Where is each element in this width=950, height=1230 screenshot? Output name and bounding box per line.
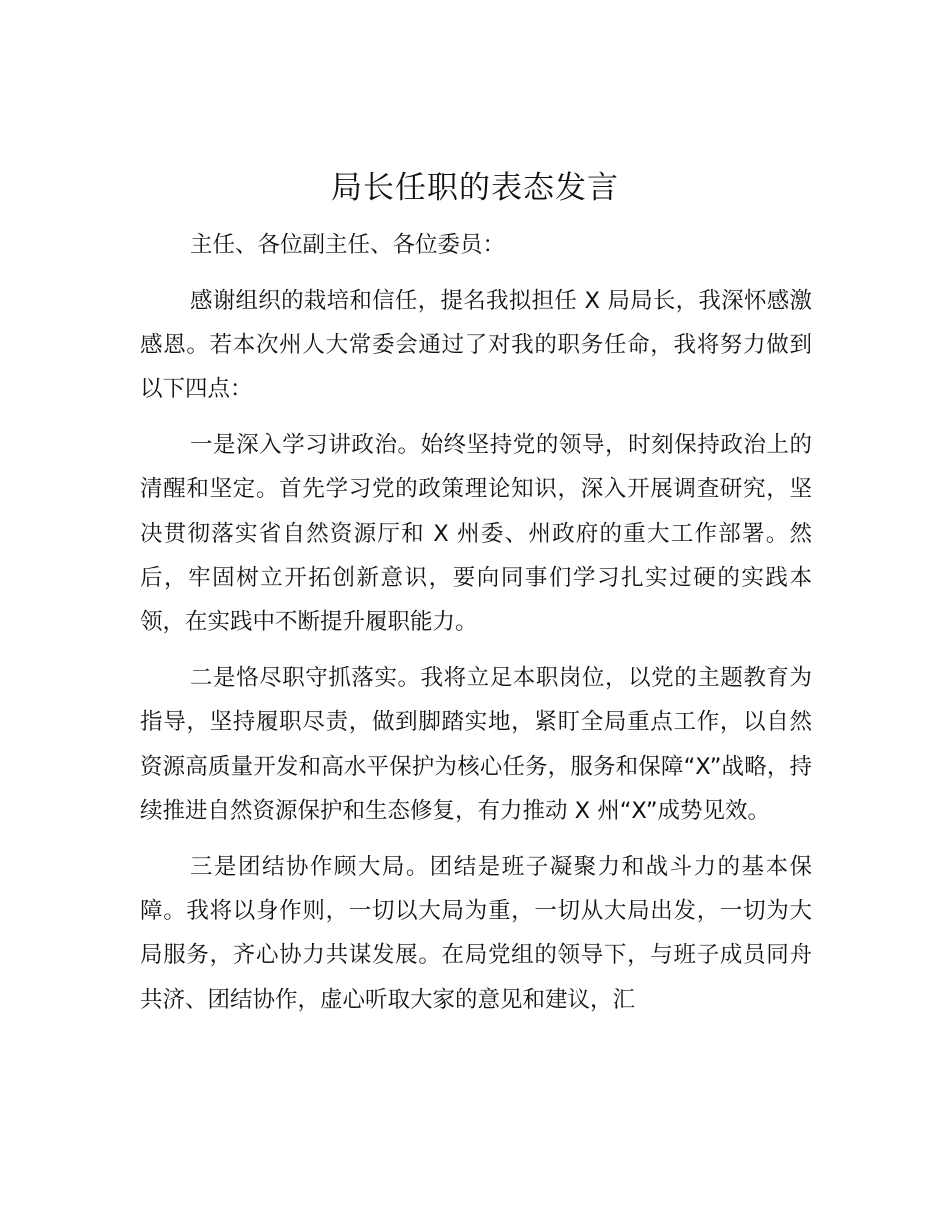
document-title: 局长任职的表态发言 (331, 170, 619, 206)
document-body (140, 223, 812, 1022)
paragraph-point-three: 三是团结协作顾大局。团结是班子凝聚力和战斗力的基本保障。我将以身作则，一切以大局为重，一切从大局出发，一切为大局服务，齐心协力共谋发展。在局党组的领导下，与班子成员同舟共济、团结协作，虚心听取大家的意见和建议，汇 (140, 853, 812, 1013)
paragraph-intro: 感谢组织的栽培和信任，提名我拟担任 X 局局长，我深怀感激感恩。若本次州人大常委会通过了对我的职务任命，我将努力做到以下四点： (140, 287, 812, 403)
salutation: 主任、各位副主任、各位委员： (190, 232, 506, 258)
paragraph-point-one: 一是深入学习讲政治。始终坚持党的领导，时刻保持政治上的清醒和坚定。首先学习党的政策理论知识，深入开展调查研究，坚决贯彻落实省自然资源厅和 X 州委、州政府的重大工作部署。然后，牢固树立开拓创新意识，要向同事们学习扎实过硬的实践本领，在实践中不断提升履职能力。 (140, 432, 812, 636)
paragraph-point-two: 二是恪尽职守抓落实。我将立足本职岗位，以党的主题教育为指导，坚持履职尽责，做到脚踏实地，紧盯全局重点工作，以自然资源高质量开发和高水平保护为核心任务，服务和保障“X”战略，持续推进自然资源保护和生态修复，有力推动 X 州“X”成势见效。 (140, 665, 812, 825)
